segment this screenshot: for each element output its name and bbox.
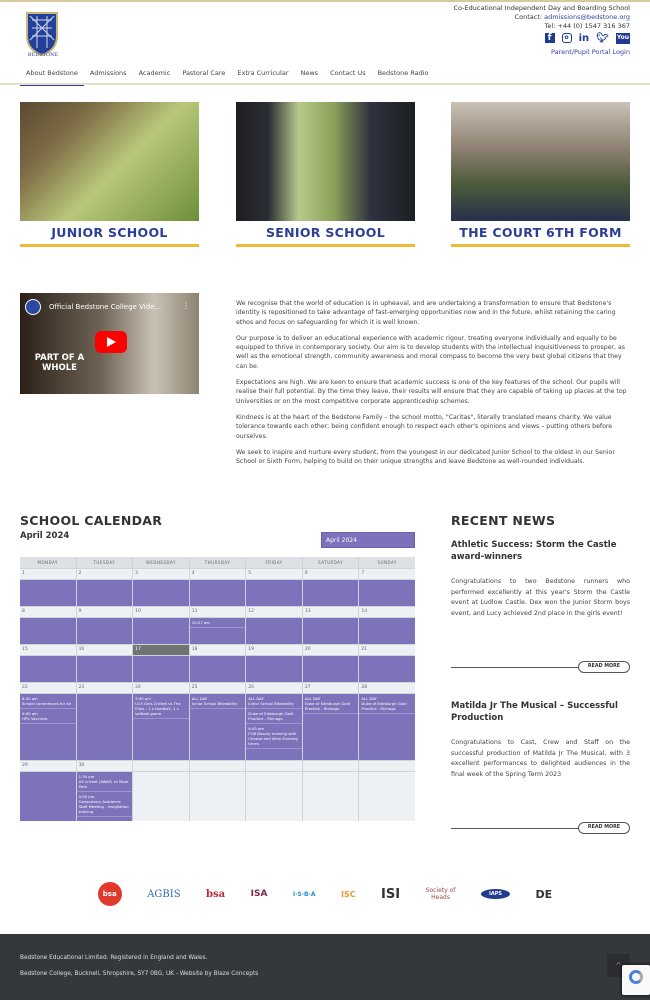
day-cell: [133, 580, 189, 606]
event-name: Junior School Bikeability: [248, 701, 294, 706]
day-number[interactable]: 2: [77, 569, 133, 579]
day-number[interactable]: 27: [303, 683, 359, 693]
day-number[interactable]: 21: [359, 645, 415, 655]
nav-extra-curricular[interactable]: Extra Curricular: [237, 69, 289, 77]
channel-avatar: [25, 299, 41, 315]
news-divider: [451, 667, 581, 668]
day-cell: [246, 580, 302, 606]
day-cell: [20, 772, 76, 821]
event-time: ALL DAY: [248, 696, 264, 701]
top-border: [0, 0, 650, 2]
calendar-event[interactable]: [246, 709, 302, 724]
portal-login-link[interactable]: Parent/Pupil Portal Login: [550, 48, 630, 56]
nav-academic[interactable]: Academic: [138, 69, 171, 77]
email-link[interactable]: admissions@bedstone.org: [544, 13, 630, 21]
calendar-event[interactable]: [359, 694, 415, 714]
intro-paragraph: Kindness is at the heart of the Bedstone Family – the school motto, "Caritas", literally translated means charity. We value tolerance towards each other; being confident enough to respect each other's opinions and views – putting others before ourselves.: [236, 413, 613, 440]
linkedin-icon[interactable]: in: [578, 33, 590, 44]
event-time: 2:00 pm: [135, 696, 151, 701]
event-time: 6:45 pm: [248, 726, 265, 731]
badge-logo: bsa: [206, 888, 226, 900]
nav-divider: [0, 83, 650, 85]
event-time: 8:30 am: [22, 696, 38, 701]
calendar-heading: SCHOOL CALENDAR: [20, 513, 163, 528]
event-time: ALL DAY: [191, 696, 208, 701]
footer: [0, 934, 650, 1000]
read-more-button[interactable]: READ MORE: [578, 822, 630, 834]
day-number[interactable]: 3: [133, 569, 189, 579]
badge-logo: I·S·B·A: [292, 890, 316, 898]
day-number[interactable]: 14: [359, 607, 415, 617]
day-cell: [246, 694, 302, 760]
day-number[interactable]: 19: [246, 645, 302, 655]
day-number[interactable]: 8: [20, 607, 76, 617]
day-cell: [133, 618, 189, 644]
day-cell: [246, 656, 302, 682]
day-cell: [77, 694, 133, 760]
calendar-event[interactable]: [246, 694, 302, 709]
contact-label: Contact:: [514, 13, 543, 21]
event-name: FOB Beauty evening with Cheese and Wine Evening times: [248, 731, 298, 746]
day-cell: [359, 580, 415, 606]
event-time: 5:00 pm: [78, 794, 95, 799]
day-cell: [359, 656, 415, 682]
day-cell: [190, 618, 246, 644]
day-number[interactable]: 4: [190, 569, 246, 579]
day-number: [246, 761, 302, 771]
video-overlay-text: PART OF A WHOLE: [34, 353, 85, 373]
event-name: U9 cricket (AWAY) vs Moor Park: [78, 779, 129, 789]
day-number[interactable]: 9: [77, 607, 133, 617]
event-time: 10:27 am: [191, 620, 210, 625]
event-name: U13 Girls Cricket vs The Elms - 1 x hardball, 1 x softball game: [135, 701, 181, 716]
junior-school-image[interactable]: [20, 102, 199, 221]
more-options-icon[interactable]: ⋮: [182, 301, 190, 310]
day-number[interactable]: 15: [20, 645, 76, 655]
badge-logo: IAPS: [481, 889, 510, 899]
video-embed[interactable]: [20, 293, 199, 394]
day-number: [133, 761, 189, 771]
day-cell: [359, 618, 415, 644]
calendar-grid: [20, 557, 415, 821]
senior-school-image[interactable]: [236, 102, 415, 221]
day-cell: [246, 772, 302, 821]
day-cell: [190, 656, 246, 682]
news-heading: RECENT NEWS: [451, 513, 556, 528]
day-cell: [77, 618, 133, 644]
day-cell: [20, 580, 76, 606]
month-select[interactable]: [321, 532, 415, 548]
sixth-form-image[interactable]: [451, 102, 630, 221]
event-time: ALL DAY: [361, 696, 377, 701]
twitter-icon[interactable]: 🐦︎: [596, 33, 609, 44]
day-number[interactable]: 26: [246, 683, 302, 693]
day-number[interactable]: 23: [77, 683, 133, 693]
day-number[interactable]: 25: [190, 683, 246, 693]
intro-paragraph: We seek to inspire and nurture every student, from the youngest in our dedicated Junior School to the oldest in our Senior School or Sixth Form, helping to build on their unique strengths and leave Bedstone as well-rounded individuals.: [236, 448, 615, 466]
intro-paragraph: Expectations are high. We are keen to ensure that academic success is one of the key features of the school. Our pupils will realise their full potential. By the time they leave, their results will ensure that they are capable of taking up places at the top Universities or on the most competitive corporate apprenticeship schemes.: [236, 379, 627, 405]
weekday-header: THURSDAY: [190, 557, 246, 568]
weekday-header: TUESDAY: [77, 557, 133, 568]
accreditation-logos: [85, 876, 565, 912]
day-cell: [77, 656, 133, 682]
nav-admissions[interactable]: Admissions: [89, 69, 127, 77]
news-item-title[interactable]: Matilda Jr The Musical – Successful Production: [451, 701, 618, 723]
day-number[interactable]: 24: [133, 683, 189, 693]
day-number[interactable]: 29: [20, 761, 76, 771]
day-number[interactable]: 13: [303, 607, 359, 617]
nav-radio[interactable]: Bedstone Radio: [377, 69, 429, 77]
day-number: [190, 761, 246, 771]
day-cell: [20, 618, 76, 644]
badge-logo: ISI: [381, 886, 401, 902]
day-cell: [133, 656, 189, 682]
youtube-icon[interactable]: You: [616, 33, 630, 44]
day-cell: [303, 772, 359, 821]
calendar-event[interactable]: [303, 694, 359, 714]
day-cell: [20, 694, 76, 760]
calendar-event[interactable]: [20, 694, 76, 709]
event-time: 9:00 am: [22, 711, 38, 716]
sixth-form-link[interactable]: THE COURT 6TH FORM: [451, 225, 630, 247]
weekday-header: SATURDAY: [303, 557, 359, 568]
footer-address[interactable]: Bedstone College, Bucknell, Shropshire, SY7 0BG, UK - Website by Blaze Concepts: [20, 971, 259, 977]
event-time: 1:30 pm: [78, 774, 95, 779]
weekday-header: MONDAY: [20, 557, 76, 568]
day-cell: [77, 580, 133, 606]
day-number[interactable]: 28: [359, 683, 415, 693]
news-divider: [451, 828, 581, 829]
calendar-event[interactable]: [77, 792, 133, 817]
event-name: HPV Vaccines: [22, 716, 48, 721]
day-cell: [133, 772, 189, 821]
telephone: Tel: +44 (0) 1547 316 367: [544, 22, 630, 30]
day-cell: [190, 772, 246, 821]
badge-logo: ISA: [250, 889, 268, 899]
event-name: Duke of Edinburgh Gold Practice - Rhinogs: [304, 701, 350, 711]
day-number[interactable]: 7: [359, 569, 415, 579]
intro-text: [236, 299, 630, 473]
event-name: Duke of Edinburgh Gold Practice - Rhinogs: [361, 701, 407, 711]
read-more-button[interactable]: READ MORE: [578, 661, 630, 673]
day-number[interactable]: 16: [77, 645, 133, 655]
month-select-value: April 2024: [326, 537, 357, 544]
badge-logo: DE: [535, 887, 553, 901]
calendar-event[interactable]: [133, 694, 189, 719]
badge-logo: ISC: [340, 889, 356, 899]
day-number[interactable]: 30: [77, 761, 133, 771]
calendar-event[interactable]: [77, 772, 133, 792]
recaptcha-badge[interactable]: [622, 965, 650, 995]
day-number[interactable]: 11: [190, 607, 246, 617]
day-cell: [190, 694, 246, 760]
day-number[interactable]: 17: [133, 645, 189, 655]
day-number[interactable]: 6: [303, 569, 359, 579]
facebook-icon[interactable]: f: [545, 33, 555, 43]
badge-logo: Society of Heads: [425, 887, 456, 901]
day-cell: [133, 694, 189, 760]
nav-contact[interactable]: Contact Us: [330, 69, 366, 77]
day-cell: [20, 656, 76, 682]
nav-news[interactable]: News: [300, 69, 319, 77]
day-number[interactable]: 20: [303, 645, 359, 655]
weekday-header: FRIDAY: [246, 557, 302, 568]
intro-paragraph: We recognise that the world of education is in upheaval, and are undertaking a transformation to ensure that Bedstone's identity is repositioned to take advantage of fast-emerging opportunities now and in the future, whilst retaining the caring ethos and focus on safeguarding for which it is well known.: [236, 300, 616, 326]
calendar-event[interactable]: [246, 724, 302, 749]
day-cell: [303, 618, 359, 644]
day-cell: [303, 580, 359, 606]
day-cell: [190, 580, 246, 606]
tagline: Co-Educational Independent Day and Boarding School: [453, 4, 630, 12]
event-name: Compulsory Academic Staff Meeting - invigilation training: [78, 799, 129, 814]
video-title[interactable]: Official Bedstone College Vide...: [49, 303, 162, 311]
badge-logo: AGBIS: [147, 888, 181, 900]
calendar-event[interactable]: [190, 618, 246, 628]
instagram-icon[interactable]: o: [562, 33, 572, 43]
junior-school-link[interactable]: JUNIOR SCHOOL: [20, 225, 199, 247]
badge-logo: bsa: [98, 882, 122, 906]
news-item-body: Congratulations to Cast, Crew and Staff on the successful production of Matilda Jr The Musical, with 3 excellent performances to delighted audiences in the final week of the Spring Term 2023: [451, 739, 630, 778]
day-cell: [359, 694, 415, 760]
day-number[interactable]: 10: [133, 607, 189, 617]
weekday-header: WEDNESDAY: [133, 557, 189, 568]
nav-about[interactable]: About Bedstone: [20, 66, 84, 86]
day-number[interactable]: 18: [190, 645, 246, 655]
day-cell: [77, 772, 133, 821]
weekday-header: SUNDAY: [359, 557, 415, 568]
news-item-body: Congratulations to two Bedstone runners who performed excellently at this year's Storm the Castle event at Ludlow Castle. Dex won the Junior Storm boys event, and Lucy achieved 2nd place in the girls event!: [451, 578, 630, 617]
back-to-top-button[interactable]: ^: [607, 954, 630, 977]
play-button[interactable]: [95, 331, 127, 353]
calendar-month: April 2024: [20, 531, 70, 541]
day-number[interactable]: 5: [246, 569, 302, 579]
logo-text: BEDSTONE: [27, 52, 59, 58]
day-cell: [359, 772, 415, 821]
calendar-event[interactable]: [20, 709, 76, 724]
day-number: [359, 761, 415, 771]
footer-company: Bedstone Educational Limited. Registered in England and Wales.: [20, 955, 208, 961]
news-item-title[interactable]: Athletic Success: Storm the Castle award-winners: [451, 540, 617, 562]
event-name: School commences for all: [22, 701, 71, 706]
day-cell: [246, 618, 302, 644]
calendar-event[interactable]: [190, 694, 246, 709]
event-time: ALL DAY: [304, 696, 321, 701]
event-name: Junior School Bikeability: [191, 701, 238, 706]
nav-pastoral-care[interactable]: Pastoral Care: [182, 69, 226, 77]
day-number[interactable]: 1: [20, 569, 76, 579]
day-number[interactable]: 22: [20, 683, 76, 693]
day-number[interactable]: 12: [246, 607, 302, 617]
intro-paragraph: Our purpose is to deliver an educational experience with academic rigour, treating everyone individually and equally to be equipped to thrive in contemporary society. Our aim is to develop students with the intellectual inquisitiveness to prosper, as well as the emotional strength, community awareness and moral compass to become the very best global citizens that they can be.: [236, 334, 625, 370]
day-cell: [303, 656, 359, 682]
event-name: Duke of Edinburgh Gold Practice - Rhinogs: [248, 711, 294, 721]
senior-school-link[interactable]: SENIOR SCHOOL: [236, 225, 415, 247]
day-number: [303, 761, 359, 771]
day-cell: [303, 694, 359, 760]
